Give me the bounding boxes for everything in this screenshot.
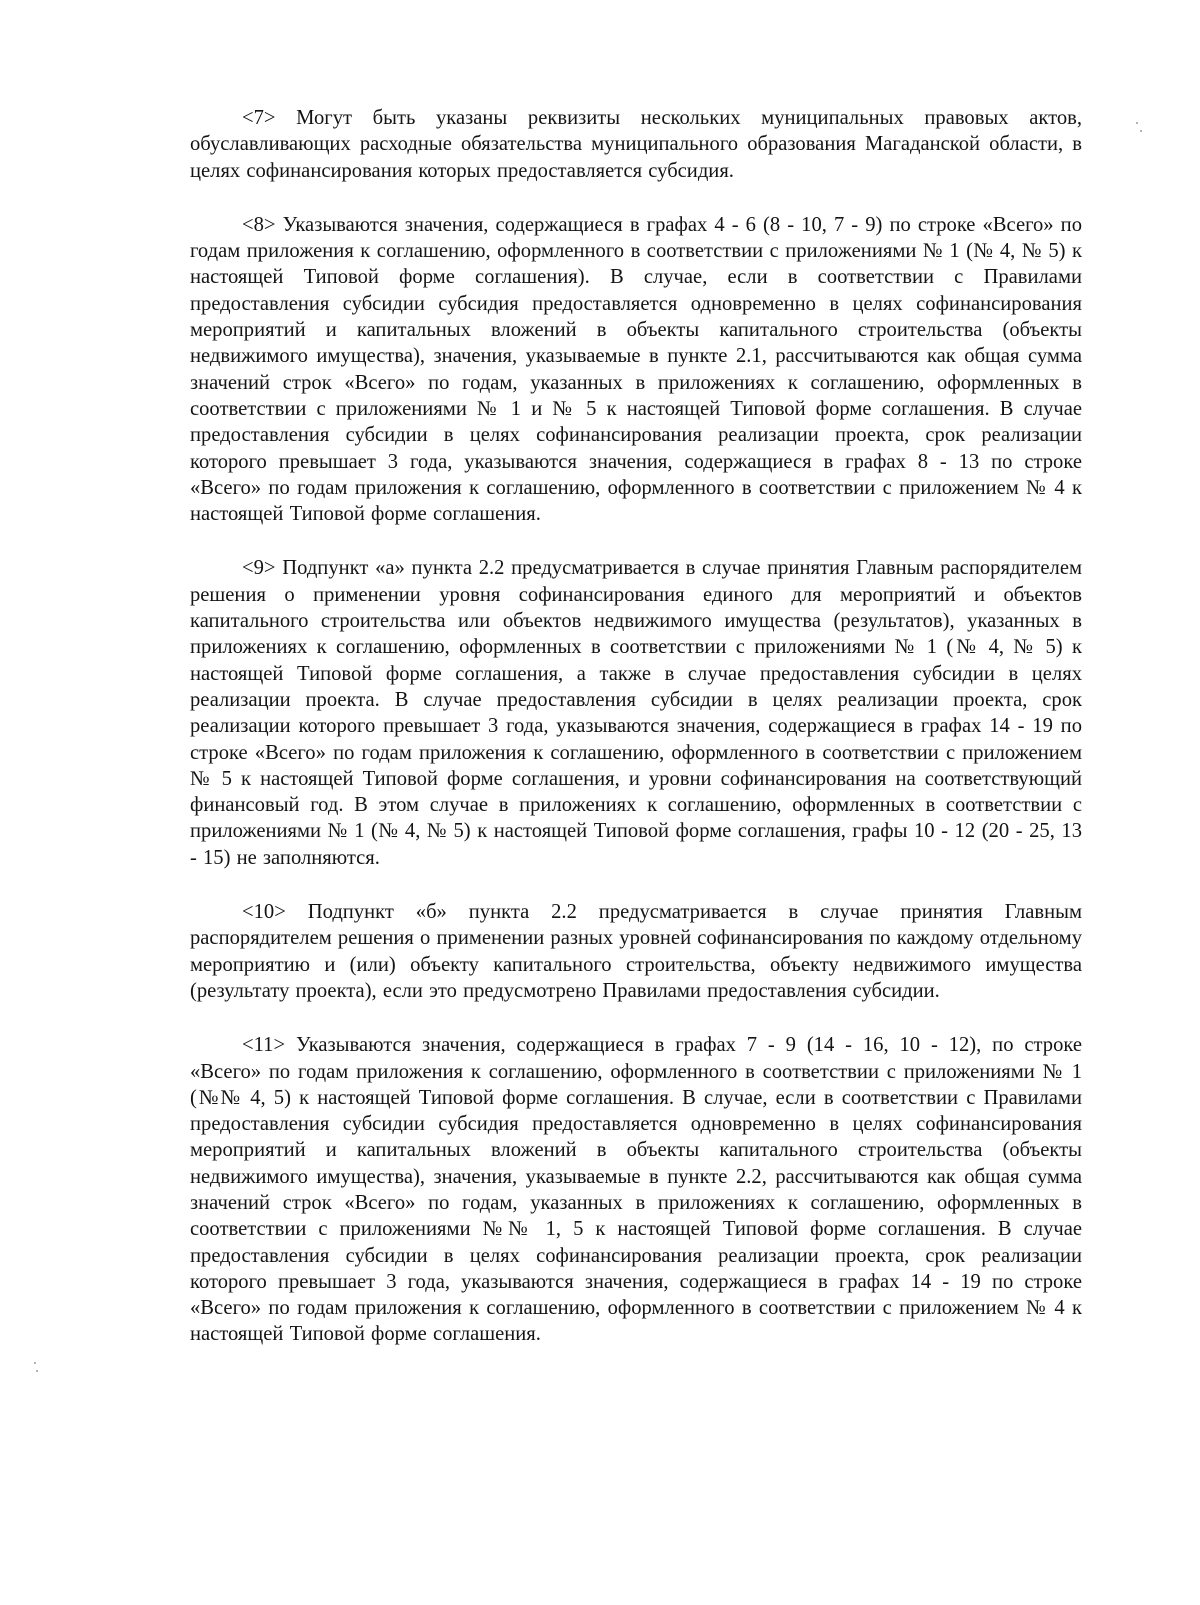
footnote-text: Могут быть указаны реквизиты нескольких муниципальных правовых актов, обуславливающих расходные обязательства муниципального образования Магаданской области, в целях софинансирования которых предоставляется субсидия. bbox=[190, 107, 1082, 182]
footnote-7 bbox=[190, 105, 1082, 184]
footnote-9 bbox=[190, 555, 1082, 871]
footnote-11 bbox=[190, 1032, 1082, 1348]
footnote-marker: <10> bbox=[242, 901, 286, 924]
footnote-8 bbox=[190, 212, 1082, 528]
footnote-marker: <8> bbox=[242, 213, 276, 236]
footnote-text: Указываются значения, содержащиеся в графах 7 - 9 (14 - 16, 10 - 12), по строке «Всего» по годам приложения к соглашению, оформленного в соответствии с приложениями № 1 (№№ 4, 5) к настоящей Типовой форме соглашения. В случае, если в соответствии с Правилами предоставления субсидии субсидия предоставляется одновременно в целях софинансирования мероприятий и капитальных вложений в объекты капитального строительства (объекты недвижимого имущества), значения, указываемые в пункте 2.2, рассчитываются как общая сумма значений строк «Всего» по годам, указанных в приложениях к соглашению, оформленных в соответствии с приложениями №№ 1, 5 к настоящей Типовой форме соглашения. В случае предоставления субсидии в целях софинансирования реализации проекта, срок реализации которого превышает 3 года, указываются значения, содержащиеся в графах 14 - 19 по строке «Всего» по годам приложения к соглашению, оформленного в соответствии с приложением № 4 к настоящей Типовой форме соглашения. bbox=[190, 1034, 1082, 1346]
scan-speck bbox=[1136, 122, 1138, 124]
scan-speck bbox=[34, 1362, 36, 1364]
footnote-marker: <11> bbox=[242, 1034, 286, 1057]
footnote-marker: <9> bbox=[242, 557, 276, 580]
footnote-10 bbox=[190, 899, 1082, 1004]
footnote-text: Подпункт «а» пункта 2.2 предусматривается в случае принятия Главным распорядителем решения о применении уровня софинансирования единого для мероприятий и объектов капитального строительства или объектов недвижимого имущества (результатов), указанных в приложениях к соглашению, оформленных в соответствии с приложениями № 1 (№ 4, № 5) к настоящей Типовой форме соглашения, а также в случае предоставления субсидии в целях реализации проекта. В случае предоставления субсидии в целях реализации проекта, срок реализации которого превышает 3 года, указываются значения, содержащиеся в графах 14 - 19 по строке «Всего» по годам приложения к соглашению, оформленного в соответствии с приложением № 5 к настоящей Типовой форме соглашения, и уровни софинансирования на соответствующий финансовый год. В этом случае в приложениях к соглашению, оформленных в соответствии с приложениями № 1 (№ 4, № 5) к настоящей Типовой форме соглашения, графы 10 - 12 (20 - 25, 13 - 15) не заполняются. bbox=[190, 557, 1082, 869]
scan-speck bbox=[36, 1370, 38, 1372]
document-page bbox=[190, 105, 1082, 1348]
footnote-marker: <7> bbox=[242, 107, 276, 129]
footnote-text: Указываются значения, содержащиеся в графах 4 - 6 (8 - 10, 7 - 9) по строке «Всего» по годам приложения к соглашению, оформленного в соответствии с приложениями № 1 (№ 4, № 5) к настоящей Типовой форме соглашения). В случае, если в соответствии с Правилами предоставления субсидии субсидия предоставляется одновременно в целях софинансирования мероприятий и капитальных вложений в объекты капитального строительства (объекты недвижимого имущества), значения, указываемые в пункте 2.1, рассчитываются как общая сумма значений строк «Всего» по годам, указанных в приложениях к соглашению, оформленных в соответствии с приложениями № 1 и № 5 к настоящей Типовой форме соглашения. В случае предоставления субсидии в целях софинансирования реализации проекта, срок реализации которого превышает 3 года, указываются значения, содержащиеся в графах 8 - 13 по строке «Всего» по годам приложения к соглашению, оформленного в соответствии с приложением № 4 к настоящей Типовой форме соглашения. bbox=[190, 213, 1082, 526]
scan-speck bbox=[1140, 130, 1142, 132]
footnote-text: Подпункт «б» пункта 2.2 предусматривается в случае принятия Главным распорядителем решения о применении разных уровней софинансирования по каждому отдельному мероприятию и (или) объекту капитального строительства, объекту недвижимого имущества (результату проекта), если это предусмотрено Правилами предоставления субсидии. bbox=[190, 901, 1082, 1002]
